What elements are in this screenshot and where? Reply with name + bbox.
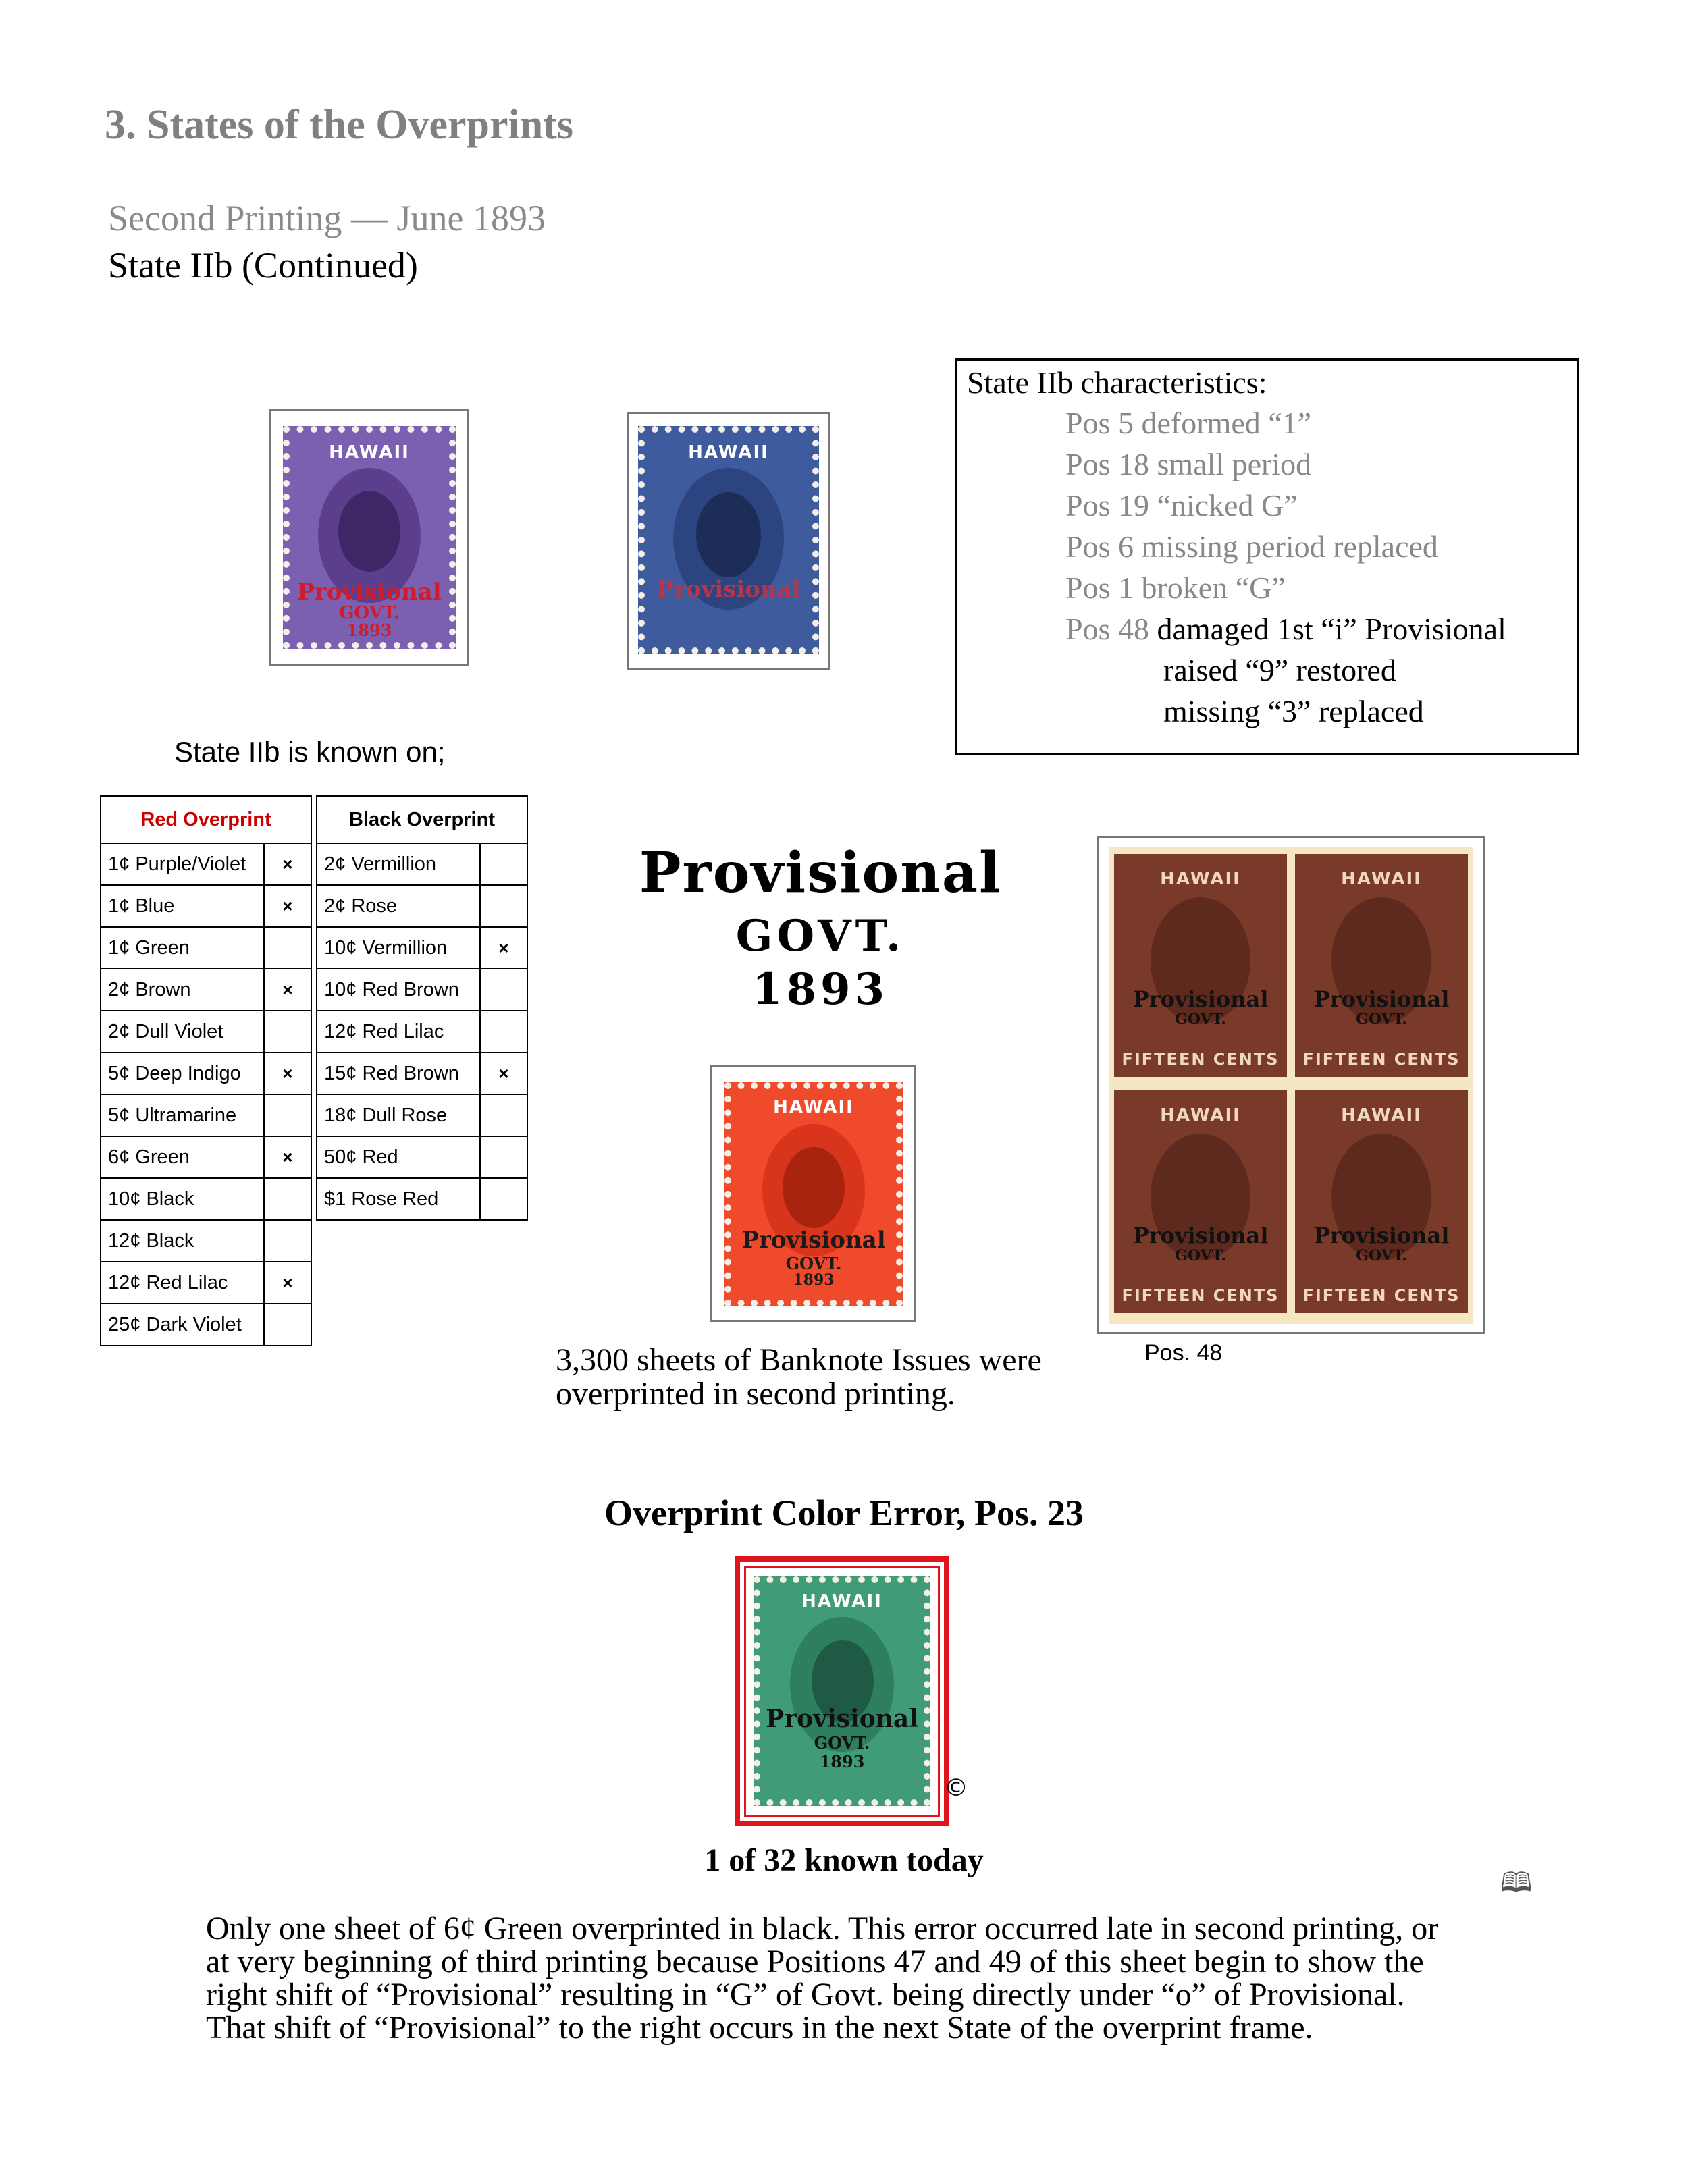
stamp-5c-blue (627, 412, 830, 670)
table-row: 18¢ Dull Rose (317, 1094, 527, 1136)
table-row: 6¢ Green × (101, 1136, 311, 1178)
pos48-caption: Pos. 48 (1144, 1340, 1223, 1366)
section-title: 3. States of the Overprints (105, 102, 573, 148)
stamp-hawaii-label: HAWAII (1341, 1105, 1422, 1125)
stamp-hawaii-label: HAWAII (801, 1591, 882, 1612)
stamp-overprint-govt: GOVT. (785, 1254, 842, 1273)
table-row: 12¢ Red Lilac (317, 1011, 527, 1053)
table-row: 2¢ Brown × (101, 969, 311, 1011)
char-item: Pos 19 “nicked G” (1065, 488, 1298, 523)
table-row: 10¢ Red Brown (317, 969, 527, 1011)
red-table-header: Red Overprint (101, 796, 311, 843)
stamp-overprint-govt: GOVT. (1175, 1011, 1226, 1028)
known-on-heading: State IIb is known on; (174, 736, 446, 768)
red-overprint-table (100, 795, 312, 1346)
stamp-hawaii-label: HAWAII (1160, 1105, 1241, 1125)
error-title: Overprint Color Error, Pos. 23 (604, 1493, 1084, 1533)
known-today-caption: 1 of 32 known today (704, 1842, 984, 1878)
sheets-note: 3,300 sheets of Banknote Issues were overprinted in second printing. (556, 1342, 1042, 1412)
table-row: 12¢ Black (101, 1220, 311, 1262)
overprint-line-provisional: Provisional (639, 841, 1002, 905)
stamp-10c-vermillion (710, 1065, 916, 1322)
stamp-overprint-govt: GOVT. (1356, 1247, 1407, 1264)
state-title: State IIb (Continued) (108, 245, 418, 286)
black-table-header: Black Overprint (317, 796, 527, 843)
table-row: 2¢ Vermillion (317, 843, 527, 885)
stamp-overprint: Provisional (1132, 986, 1269, 1012)
table-row: 12¢ Red Lilac × (101, 1262, 311, 1304)
stamp-overprint: Provisional (656, 576, 801, 603)
stamp-overprint-govt: GOVT. (1356, 1011, 1407, 1028)
stamp-overprint-govt: GOVT. (814, 1733, 870, 1753)
overprint-sample (628, 841, 1013, 1015)
table-row: 10¢ Black (101, 1178, 311, 1220)
table-row: 1¢ Blue × (101, 885, 311, 927)
copyright-symbol: © (944, 1774, 968, 1802)
stamp-overprint: Provisional (766, 1705, 918, 1733)
stamp-hawaii-label: HAWAII (1341, 869, 1422, 889)
table-row: 1¢ Purple/Violet × (101, 843, 311, 885)
book-icon[interactable]: 🕮 (1500, 1867, 1533, 1898)
stamp-overprint-year: 1893 (819, 1752, 865, 1772)
stamp-value-label: FIFTEEN CENTS (1302, 1286, 1460, 1305)
black-overprint-table (316, 795, 528, 1221)
overprint-line-year: 1893 (751, 964, 889, 1015)
stamp-overprint-year: 1893 (793, 1271, 835, 1289)
printing-subtitle: Second Printing — June 1893 (108, 198, 546, 238)
table-row: 50¢ Red (317, 1136, 527, 1178)
stamp-overprint: Provisional (1313, 986, 1450, 1012)
stamp-overprint: Provisional (741, 1227, 886, 1254)
stamp-hawaii-label: HAWAII (329, 442, 410, 462)
char-item-pos48-line3: missing “3” replaced (1163, 694, 1424, 728)
char-item: Pos 18 small period (1065, 447, 1312, 481)
table-row: 1¢ Green (101, 927, 311, 969)
table-row: 5¢ Ultramarine (101, 1094, 311, 1136)
table-row: $1 Rose Red (317, 1178, 527, 1220)
stamp-hawaii-label: HAWAII (688, 442, 769, 462)
description-paragraph: Only one sheet of 6¢ Green overprinted in black. This error occurred late in second printing, or at very beginning of third printing because Positions 47 and 49 of this sheet begin to show the right shift of “Provisional” resulting in “G” of Govt. being directly under “o” of Provisional. That shift of “Provisional” to the right occurs in the next State of the overprint frame. (206, 1911, 1439, 2046)
stamp-6c-green-error (735, 1556, 949, 1826)
stamp-value-label: FIFTEEN CENTS (1122, 1050, 1280, 1069)
characteristics-title: State IIb characteristics: (967, 365, 1267, 400)
stamp-overprint-year: 1893 (346, 620, 392, 640)
stamp-value-label: FIFTEEN CENTS (1122, 1286, 1280, 1305)
stamp-block-15c-red-brown (1097, 836, 1485, 1334)
stamp-overprint: Provisional (1313, 1223, 1450, 1248)
overprint-line-govt: GOVT. (735, 911, 905, 961)
characteristics-box (955, 358, 1579, 755)
stamp-overprint: Provisional (297, 579, 442, 606)
char-item-pos48-line2: raised “9” restored (1163, 653, 1396, 687)
table-row: 2¢ Dull Violet (101, 1011, 311, 1053)
stamp-hawaii-label: HAWAII (773, 1097, 854, 1117)
stamp-value-label: FIFTEEN CENTS (1302, 1050, 1460, 1069)
table-row: 2¢ Rose (317, 885, 527, 927)
table-row: 25¢ Dark Violet (101, 1304, 311, 1346)
table-row: 10¢ Vermillion × (317, 927, 527, 969)
table-row: 5¢ Deep Indigo × (101, 1053, 311, 1094)
char-item: Pos 5 deformed “1” (1065, 406, 1312, 440)
stamp-hawaii-label: HAWAII (1160, 869, 1241, 889)
char-item: Pos 6 missing period replaced (1065, 529, 1438, 564)
table-row: 15¢ Red Brown × (317, 1053, 527, 1094)
char-item: Pos 1 broken “G” (1065, 570, 1286, 605)
stamp-overprint-govt: GOVT. (339, 603, 400, 623)
stamp-1c-purple (269, 409, 469, 666)
stamp-overprint: Provisional (1132, 1223, 1269, 1248)
char-item-pos48: Pos 48 damaged 1st “i” Provisional (1065, 612, 1506, 646)
stamp-overprint-govt: GOVT. (1175, 1247, 1226, 1264)
